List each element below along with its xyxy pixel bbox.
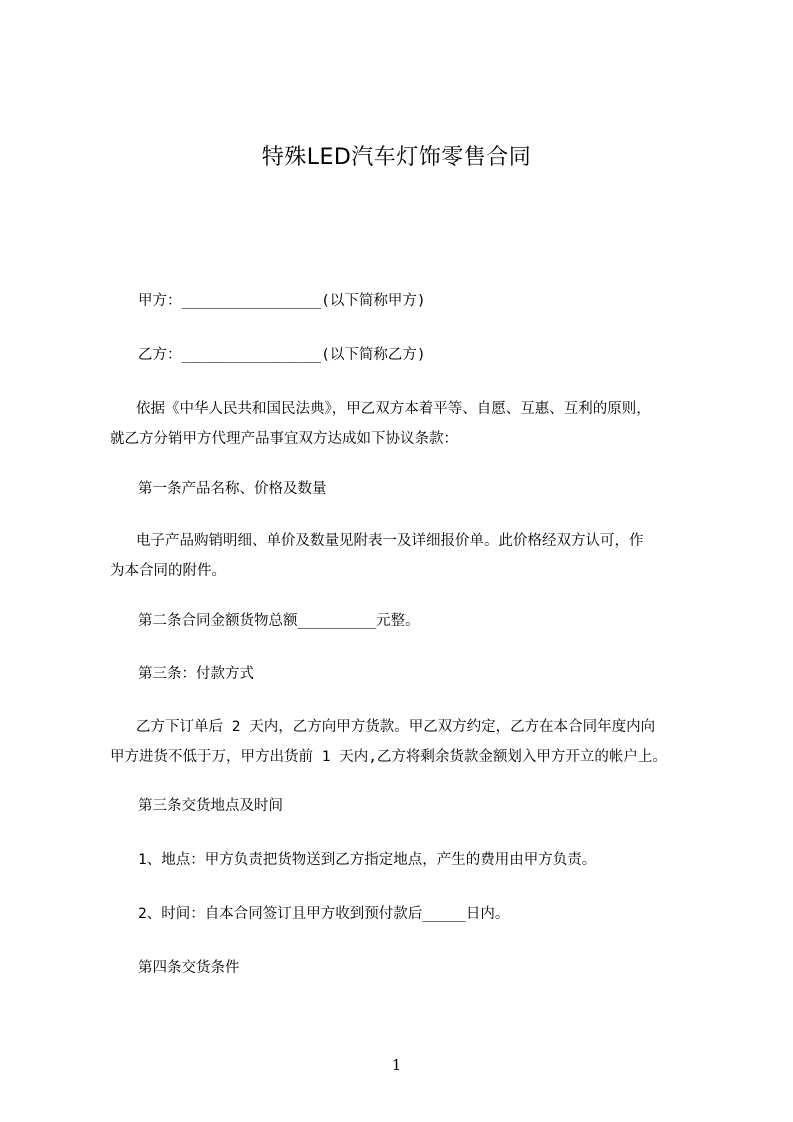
- basis-paragraph: [110, 394, 710, 454]
- article-4-heading: 第四条交货条件: [138, 960, 240, 976]
- document-title: 特殊LED汽车灯饰零售合同: [261, 145, 532, 170]
- article-3-heading: 第三条：付款方式: [138, 666, 254, 682]
- article-1-line-1: 电子产品购销明细、单价及数量见附表一及详细报价单。此价格经双方认可，作: [136, 533, 644, 549]
- payment-paragraph: [110, 712, 710, 772]
- delivery-place-line: 1、地点：甲方负责把货物送到乙方指定地点，产生的费用由甲方负责。: [138, 852, 597, 868]
- party-b-line: 乙方：________________(以下简称乙方): [138, 347, 426, 363]
- article-1-paragraph: [110, 526, 710, 586]
- payment-line-2: 甲方进货不低于万，甲方出货前 1 天内,乙方将剩余货款金额划入甲方开立的帐户上。: [110, 749, 667, 765]
- article-3b-heading: 第三条交货地点及时间: [138, 798, 283, 814]
- basis-line-1: 依据《中华人民共和国民法典》，甲乙双方本着平等、自愿、互惠、互利的原则，: [136, 401, 651, 417]
- basis-line-2: 就乙方分销甲方代理产品事宜双方达成如下协议条款：: [110, 431, 458, 447]
- page-number: 1: [391, 1056, 402, 1074]
- delivery-time-line: 2、时间：自本合同签订且甲方收到预付款后_____日内。: [138, 906, 510, 922]
- payment-line-1: 乙方下订单后 2 天内，乙方向甲方货款。甲乙双方约定，乙方在本合同年度内向: [136, 719, 656, 735]
- article-1-line-2: 为本合同的附件。: [110, 563, 226, 579]
- article-1-heading: 第一条产品名称、价格及数量: [138, 481, 327, 497]
- article-2-line: 第二条合同金额货物总额_________元整。: [138, 613, 420, 629]
- party-a-line: 甲方：________________(以下简称甲方): [138, 293, 426, 309]
